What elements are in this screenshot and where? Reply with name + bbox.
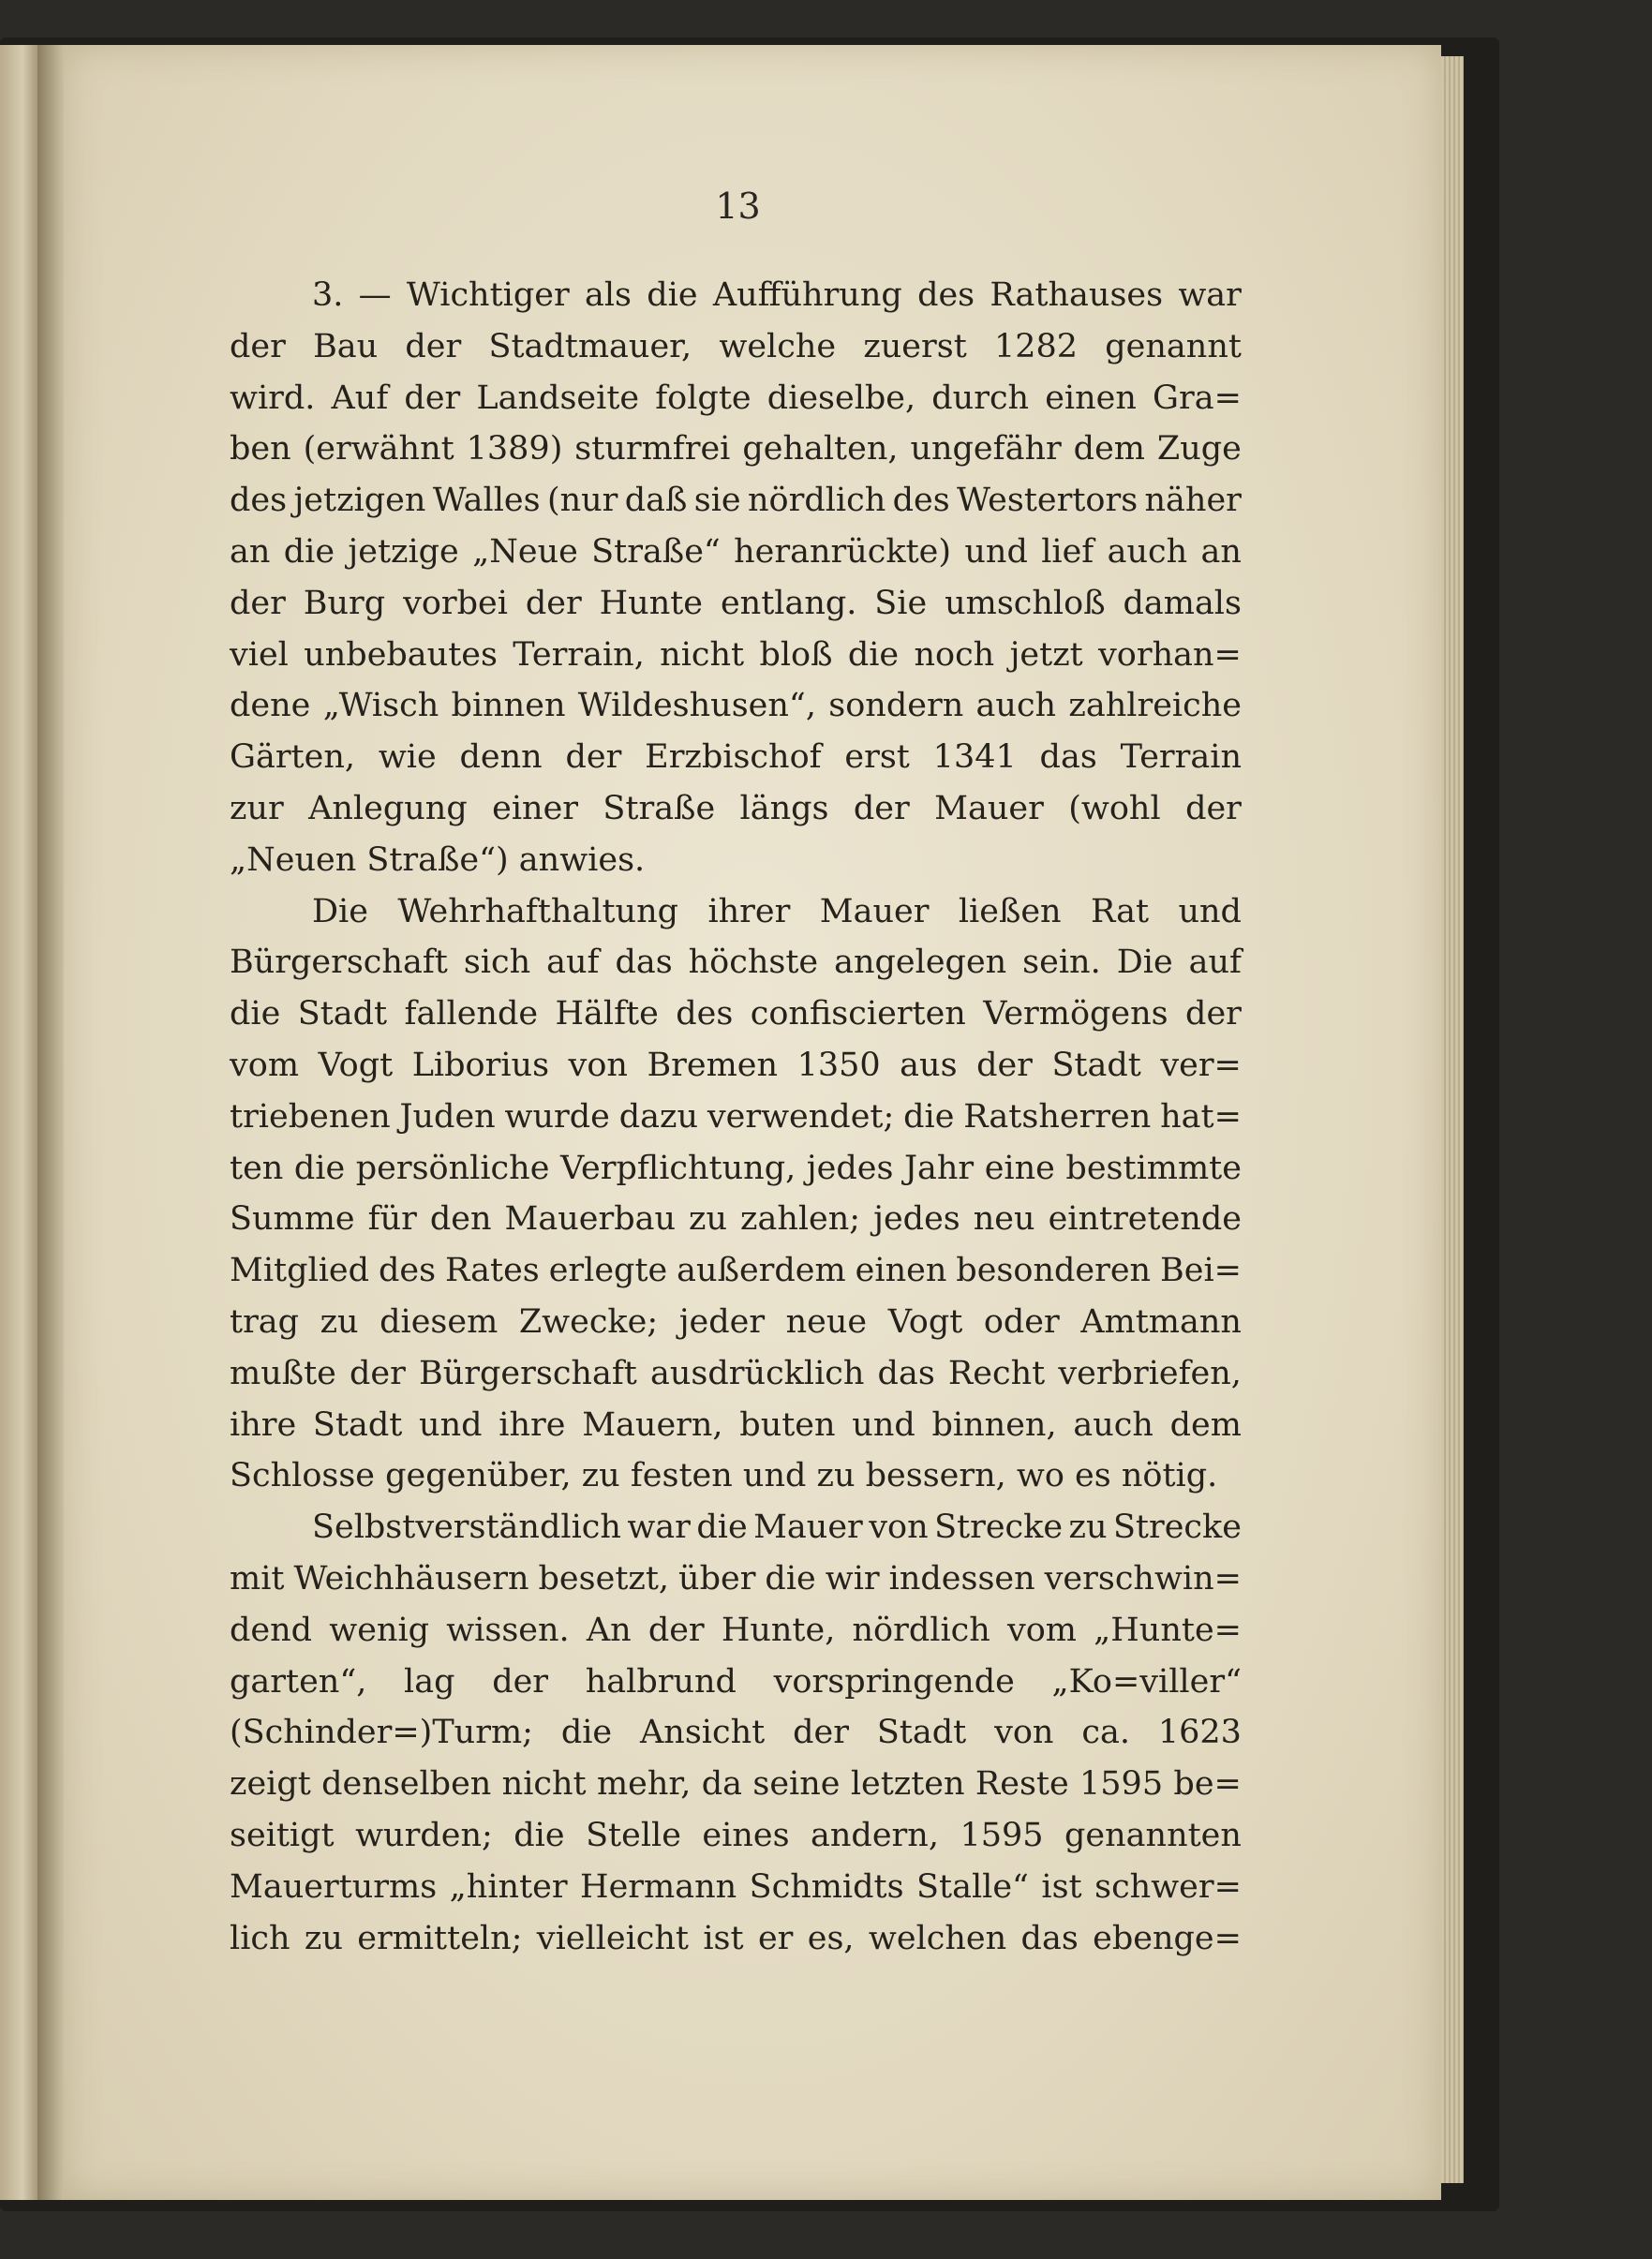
text-line: ben (erwähnt 1389) sturmfrei gehalten, ungefähr dem Zuge bbox=[230, 430, 1242, 468]
text-line: des jetzigen Walles (nur daß sie nördlich des Westertors näher bbox=[230, 482, 1242, 520]
text-line: seitigt wurden; die Stelle eines andern, 1595 genannten bbox=[230, 1816, 1242, 1854]
text-line: triebenen Juden wurde dazu verwendet; die Ratsherren hat= bbox=[230, 1097, 1242, 1136]
text-line: trag zu diesem Zwecke; jeder neue Vogt oder Amtmann bbox=[230, 1302, 1242, 1341]
text-line: dend wenig wissen. An der Hunte, nördlich vom „Hunte= bbox=[230, 1611, 1242, 1649]
left-page-edge bbox=[0, 45, 37, 2200]
text-line: viel unbebautes Terrain, nicht bloß die noch jetzt vorhan= bbox=[230, 635, 1242, 674]
text-line: mußte der Bürgerschaft ausdrücklich das Recht verbriefen, bbox=[230, 1354, 1242, 1392]
text-line: vom Vogt Liborius von Bremen 1350 aus der Stadt ver= bbox=[230, 1046, 1242, 1084]
body-text bbox=[230, 270, 1242, 1964]
text-line: mit Weichhäusern besetzt, über die wir indessen verschwin= bbox=[230, 1559, 1242, 1598]
page-number: 13 bbox=[715, 186, 761, 227]
text-line: wird. Auf der Landseite folgte dieselbe, durch einen Gra= bbox=[230, 379, 1242, 417]
text-line: 3. — Wichtiger als die Aufführung des Rathauses war bbox=[312, 276, 1242, 314]
text-line: Mauerturms „hinter Hermann Schmidts Stalle“ ist schwer= bbox=[230, 1867, 1242, 1906]
text-line: der Bau der Stadtmauer, welche zuerst 1282 genannt bbox=[230, 327, 1242, 365]
text-line: an die jetzige „Neue Straße“ heranrückte) und lief auch an bbox=[230, 532, 1242, 571]
text-line: garten“, lag der halbrund vorspringende „Ko=viller“ bbox=[230, 1662, 1242, 1701]
book-gutter bbox=[37, 45, 64, 2200]
text-line: Die Wehrhafthaltung ihrer Mauer ließen Rat und bbox=[312, 892, 1242, 930]
page-stack-edges bbox=[1441, 56, 1464, 2183]
text-line: Schlosse gegenüber, zu festen und zu bessern, wo es nötig. bbox=[230, 1457, 1218, 1495]
text-line: Gärten, wie denn der Erzbischof erst 1341 das Terrain bbox=[230, 738, 1242, 777]
text-line: Mitglied des Rates erlegte außerdem einen besonderen Bei= bbox=[230, 1252, 1242, 1290]
text-line: Selbstverständlich war die Mauer von Strecke zu Strecke bbox=[312, 1508, 1242, 1547]
text-line: lich zu ermitteln; vielleicht ist er es, welchen das ebenge= bbox=[230, 1919, 1242, 1957]
text-line: die Stadt fallende Hälfte des confiscierten Vermögens der bbox=[230, 995, 1242, 1033]
text-line: zeigt denselben nicht mehr, da seine letzten Reste 1595 be= bbox=[230, 1765, 1242, 1804]
text-line: zur Anlegung einer Straße längs der Mauer (wohl der bbox=[230, 789, 1242, 827]
text-line: ihre Stadt und ihre Mauern, buten und binnen, auch dem bbox=[230, 1405, 1242, 1444]
text-line: dene „Wisch binnen Wildeshusen“, sondern auch zahlreiche bbox=[230, 687, 1242, 725]
text-line: Summe für den Mauerbau zu zahlen; jedes neu eintretende bbox=[230, 1200, 1242, 1239]
text-line: ten die persönliche Verpflichtung, jedes Jahr eine bestimmte bbox=[230, 1149, 1242, 1187]
text-line: Bürgerschaft sich auf das höchste angelegen sein. Die auf bbox=[230, 944, 1242, 982]
text-line: (Schinder=)Turm; die Ansicht der Stadt von ca. 1623 bbox=[230, 1714, 1242, 1752]
text-line: der Burg vorbei der Hunte entlang. Sie umschloß damals bbox=[230, 584, 1242, 622]
text-line: „Neuen Straße“) anwies. bbox=[230, 840, 646, 879]
